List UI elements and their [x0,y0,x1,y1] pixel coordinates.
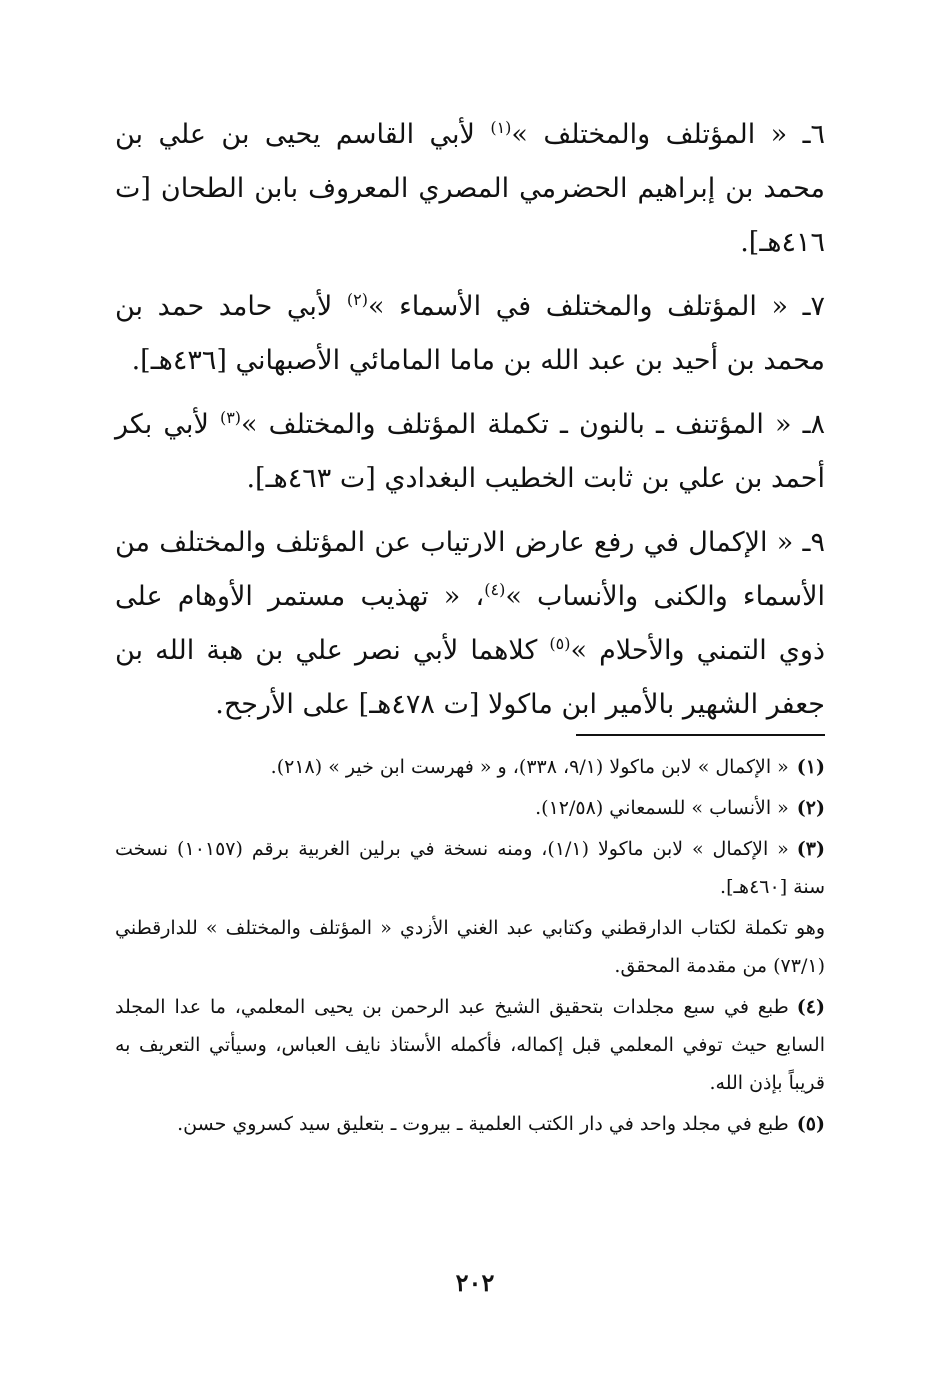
footnote-ref-5: (٥) [549,634,571,653]
footnote-3 [115,830,825,906]
footnote-ref-2: (٢) [346,290,368,309]
footnote-text: « الإكمال » لابن ماكولا (١/١)، ومنه نسخة في برلين الغربية برقم (١٠١٥٧) نسخت سنة [٤٦٠هـ]. [115,838,825,898]
paragraph-6-body: لأبي القاسم يحيى بن علي بن محمد بن إبراهيم الحضرمي المصري المعروف بابن الطحان [ت ٤١٦هـ]. [115,119,825,258]
footnote-2 [115,789,825,827]
footnote-number: (٤) [796,996,825,1018]
main-text [115,108,825,742]
paragraph-7-body: لأبي حامد حمد بن محمد بن أحيد بن عبد الله بن ماما المامائي الأصبهاني [٤٣٦هـ]. [115,291,825,376]
paragraph-8-body: لأبي بكر أحمد بن علي بن ثابت الخطيب البغدادي [ت ٤٦٣هـ]. [115,409,825,494]
paragraph-6 [115,108,825,270]
paragraph-9 [115,516,825,732]
footnote-4 [115,988,825,1102]
paragraph-6-title: ٦ـ « المؤتلف والمختلف » [511,119,825,150]
paragraph-7-title: ٧ـ « المؤتلف والمختلف في الأسماء » [367,291,826,322]
footnote-text: طبع في مجلد واحد في دار الكتب العلمية ـ بيروت ـ بتعليق سيد كسروي حسن. [177,1113,789,1135]
footnote-5 [115,1105,825,1143]
footnote-1 [115,748,825,786]
footnote-number: (٥) [796,1113,825,1135]
footnote-ref-4: (٤) [484,580,506,599]
footnote-separator [576,734,825,736]
footnotes [115,748,825,1146]
footnote-number: (١) [796,756,825,778]
footnote-ref-3: (٣) [219,408,242,427]
footnote-number: (٣) [796,838,825,860]
paragraph-8-title: ٨ـ « المؤتنف ـ بالنون ـ تكملة المؤتلف والمختلف » [241,409,826,440]
paragraph-9-second-title: ، « تهذيب مستمر الأوهام على ذوي التمني والأحلام » [115,581,825,666]
footnote-number: (٢) [796,797,825,819]
footnote-ref-1: (١) [490,118,512,137]
footnote-text: « الأنساب » للسمعاني (١٢/٥٨). [535,797,789,819]
page-number: ٢٠٢ [455,1268,495,1297]
paragraph-8 [115,398,825,506]
paragraph-9-body: كلاهما لأبي نصر علي بن هبة الله بن جعفر الشهير بالأمير ابن ماكولا [ت ٤٧٨هـ] على الأرجح. [115,635,825,720]
footnote-text: طبع في سبع مجلدات بتحقيق الشيخ عبد الرحمن بن يحيى المعلمي، ما عدا المجلد السابع حيث توفي المعلمي قبل إكماله، فأكمله الأستاذ نايف العباس، وسيأتي التعريف به قريباً بإذن الله. [115,996,825,1094]
footnote-text: « الإكمال » لابن ماكولا (٩/١، ٣٣٨)، و « فهرست ابن خير » (٢١٨). [270,756,789,778]
footnote-text: وهو تكملة لكتاب الدارقطني وكتابي عبد الغني الأزدي « المؤتلف والمختلف » للدارقطني (٧٣/١) من مقدمة المحقق. [115,917,825,977]
paragraph-7 [115,280,825,388]
footnote-3-continuation [115,909,825,985]
paragraph-9-title: ٩ـ « الإكمال في رفع عارض الارتياب عن المؤتلف والمختلف من الأسماء والكنى والأنساب » [115,527,825,612]
